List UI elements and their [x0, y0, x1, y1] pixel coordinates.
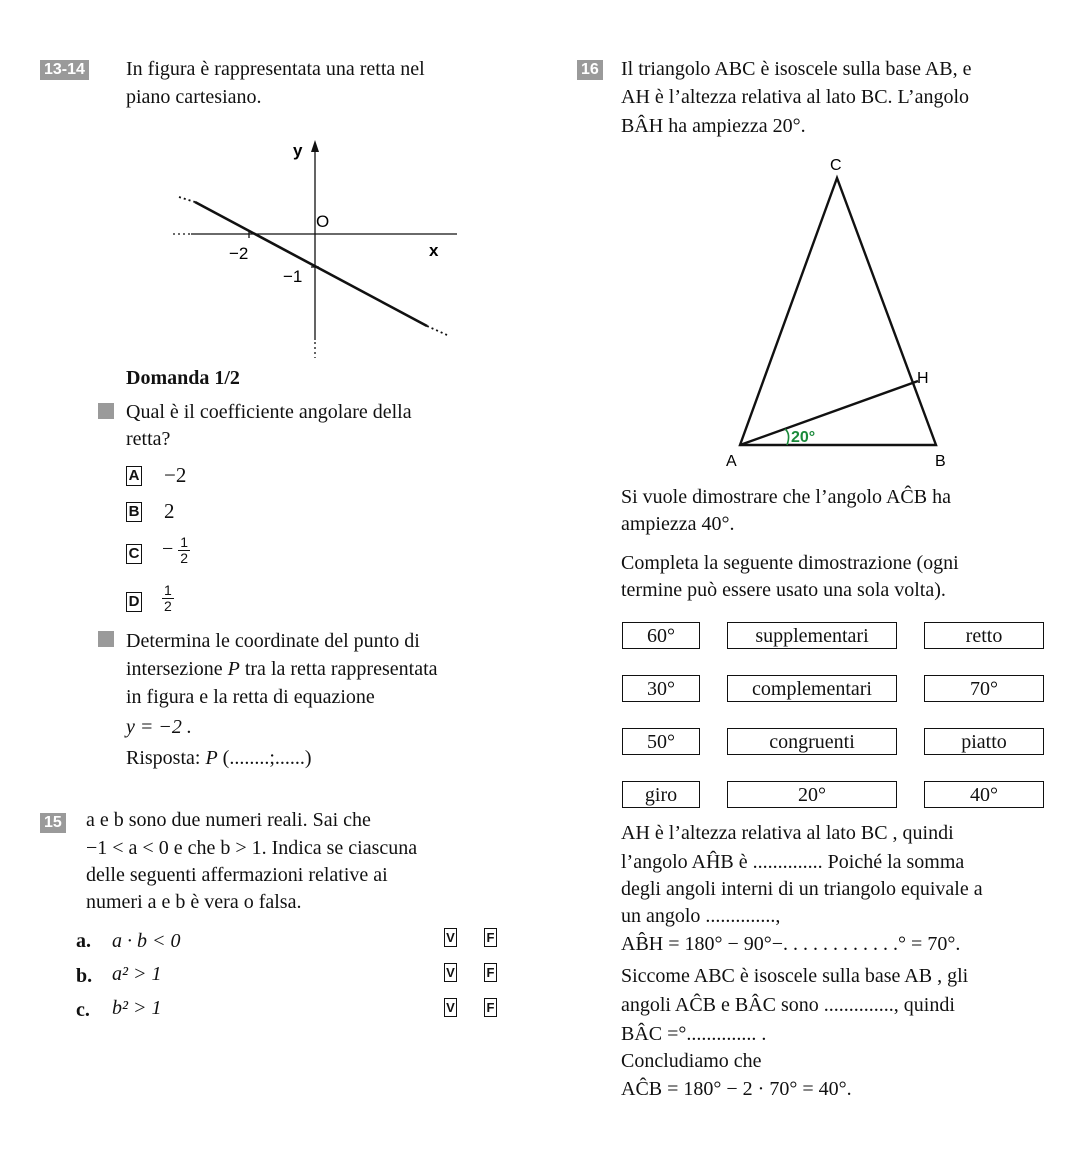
term-box[interactable]: 20° — [727, 781, 897, 808]
y-axis-arrow — [311, 140, 319, 152]
option-d-numerator: 1 — [164, 582, 172, 598]
q15-item-a-label: a. — [76, 930, 91, 952]
angle-value-label: 20° — [791, 429, 816, 446]
term-box[interactable]: retto — [924, 622, 1044, 649]
question-marker — [98, 403, 114, 419]
q15-a-false-box[interactable]: F — [484, 928, 497, 947]
proof-line1: AH è l’altezza relativa al lato BC , quindi — [621, 822, 954, 844]
q15-line3: delle seguenti affermazioni relative ai — [86, 864, 388, 886]
q13-intro-line1: In figura è rappresentata una retta nel — [126, 58, 425, 80]
option-c-sign: − — [162, 538, 174, 561]
option-d-box[interactable]: D — [126, 592, 142, 612]
term-box[interactable]: complementari — [727, 675, 897, 702]
term-box[interactable]: 40° — [924, 781, 1044, 808]
option-d-text — [162, 583, 174, 614]
x-tick-label: −2 — [229, 244, 249, 263]
q14-line1: Determina le coordinate del punto di — [126, 630, 420, 652]
option-c-denominator: 2 — [180, 550, 189, 566]
vertex-a-label: A — [726, 453, 737, 470]
term-box[interactable]: 70° — [924, 675, 1044, 702]
q15-item-b-label: b. — [76, 965, 93, 987]
q14-risposta[interactable]: Risposta: P (........;......) — [126, 747, 312, 769]
term-box[interactable]: 30° — [622, 675, 700, 702]
option-a-text: −2 — [164, 463, 187, 487]
q16-line3: BÂH ha ampiezza 20°. — [621, 115, 806, 137]
option-d-fraction — [162, 583, 174, 614]
term-box[interactable]: 60° — [622, 622, 700, 649]
q15-item-a-expr: a · b < 0 — [112, 930, 181, 952]
cartesian-graph — [165, 130, 465, 365]
option-b-box[interactable]: B — [126, 502, 142, 522]
term-box[interactable]: congruenti — [727, 728, 897, 755]
q13-question-line2: retta? — [126, 428, 171, 450]
proof-line7[interactable]: angoli AĈB e BÂC sono .............., quindi — [621, 994, 955, 1016]
y-tick-label: −1 — [283, 267, 303, 286]
vertex-b-label: B — [935, 453, 946, 470]
q14-line3: in figura e la retta di equazione — [126, 686, 375, 708]
vertex-c-label: C — [830, 157, 842, 174]
q14-equation: y = −2 . — [126, 716, 192, 738]
origin-label: O — [316, 212, 330, 231]
angle-arc — [785, 429, 789, 445]
q15-item-c-label: c. — [76, 999, 90, 1021]
q15-c-true-box[interactable]: V — [444, 998, 457, 1017]
altitude-ah — [740, 381, 918, 445]
option-c-text — [162, 535, 190, 566]
proof-line10: AĈB = 180° − 2 · 70° = 40°. — [621, 1078, 852, 1100]
proof-line5[interactable]: AB̂H = 180° − 90°−. . . . . . . . . . . .° = 70°. — [621, 933, 961, 955]
q15-b-false-box[interactable]: F — [484, 963, 497, 982]
graph-line-dots-right — [427, 326, 447, 335]
triangle-figure — [715, 150, 975, 472]
q16-statement-line1: Si vuole dimostrare che l’angolo AĈB ha — [621, 486, 951, 508]
option-a-box[interactable]: A — [126, 466, 142, 486]
proof-line8[interactable]: BÂC =°.............. . — [621, 1023, 767, 1045]
triangle-abc — [740, 178, 936, 445]
question-badge-15: 15 — [40, 813, 66, 833]
term-box[interactable]: giro — [622, 781, 700, 808]
q16-statement-line2: ampiezza 40°. — [621, 513, 735, 535]
graph-line — [195, 202, 427, 326]
proof-line4[interactable]: un angolo .............., — [621, 905, 781, 927]
point-h-label: H — [917, 370, 929, 387]
question-marker — [98, 631, 114, 647]
q16-line2: AH è l’altezza relativa al lato BC. L’angolo — [621, 86, 970, 108]
question-badge-16: 16 — [577, 60, 603, 80]
q15-c-false-box[interactable]: F — [484, 998, 497, 1017]
q15-item-b-expr: a² > 1 — [112, 963, 162, 985]
option-c-box[interactable]: C — [126, 544, 142, 564]
term-box[interactable]: 50° — [622, 728, 700, 755]
option-c-numerator: 1 — [180, 534, 189, 550]
option-d-denominator: 2 — [164, 598, 172, 614]
q15-line4: numeri a e b è vera o falsa. — [86, 891, 302, 913]
q16-instruction-line1: Completa la seguente dimostrazione (ogni — [621, 552, 959, 574]
graph-line-dots-left — [179, 197, 195, 202]
q16-instruction-line2: termine può essere usato una sola volta). — [621, 579, 946, 601]
proof-line2[interactable]: l’angolo AĤB è .............. Poiché la somma — [621, 851, 965, 873]
term-box[interactable]: supplementari — [727, 622, 897, 649]
q15-line1: a e b sono due numeri reali. Sai che — [86, 809, 371, 831]
option-c-fraction — [178, 535, 190, 566]
proof-line6: Siccome ABC è isoscele sulla base AB , gli — [621, 965, 969, 987]
proof-line9: Concludiamo che — [621, 1050, 762, 1072]
q15-line2: −1 < a < 0 e che b > 1. Indica se ciascuna — [86, 837, 418, 859]
q14-line2: intersezione P tra la retta rappresentata — [126, 658, 438, 680]
q15-a-true-box[interactable]: V — [444, 928, 457, 947]
q13-question-line1: Qual è il coefficiente angolare della — [126, 401, 412, 423]
x-axis-label: x — [429, 241, 439, 260]
option-b-text: 2 — [164, 499, 175, 523]
q15-b-true-box[interactable]: V — [444, 963, 457, 982]
domanda-title: Domanda 1/2 — [126, 367, 240, 389]
q16-line1: Il triangolo ABC è isoscele sulla base AB, e — [621, 58, 972, 80]
proof-line3: degli angoli interni di un triangolo equivale a — [621, 878, 983, 900]
term-box[interactable]: piatto — [924, 728, 1044, 755]
y-axis-label: y — [293, 141, 303, 160]
q13-intro-line2: piano cartesiano. — [126, 86, 262, 108]
question-badge-13-14: 13-14 — [40, 60, 89, 80]
q15-item-c-expr: b² > 1 — [112, 997, 162, 1019]
